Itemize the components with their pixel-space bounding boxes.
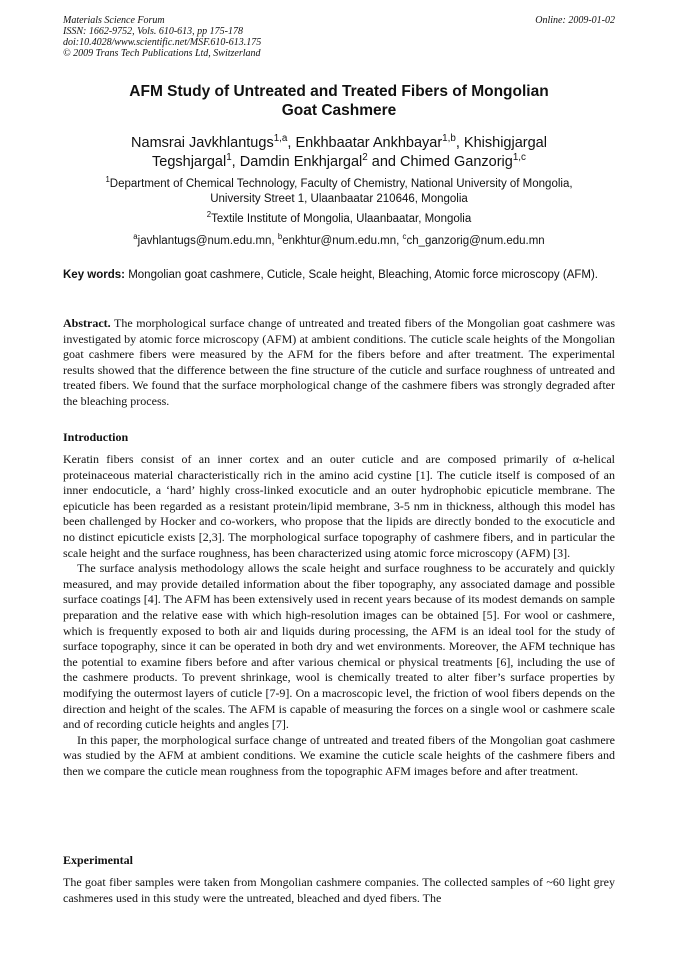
author-2-affil: 1,b <box>442 133 456 145</box>
author-line-2: Tegshjargal$^1$, Damdin Enkhjargal$^2$ and Chimed Ganzorig$^{1,c}$ <box>152 152 526 170</box>
author-1: Namsrai Javkhlantugs <box>131 135 274 151</box>
experimental-paragraph-1: The goat fiber samples were taken from Mongolian cashmere companies. The collected samples of ~60 light grey cashmeres used in this study were the untreated, bleached and dyed fibers. The <box>63 875 615 905</box>
affiliation-2-text: Textile Institute of Mongolia, Ulaanbaatar, Mongolia <box>211 213 472 225</box>
introduction-body <box>63 452 615 779</box>
author-5-affil: 1,c <box>512 152 526 164</box>
experimental-heading: Experimental <box>63 853 133 867</box>
affiliation-1 <box>60 177 618 207</box>
author-4-affil: 2 <box>362 152 368 164</box>
author-1-affil: 1,a <box>273 133 288 145</box>
affiliation-1-mark: 1 <box>105 175 110 185</box>
abstract <box>63 316 615 410</box>
copyright-line: © 2009 Trans Tech Publications Ltd, Switzerland <box>63 48 261 59</box>
author-and: and <box>371 154 396 170</box>
author-3-affil: 1 <box>226 152 232 164</box>
intro-paragraph-2: The surface analysis methodology allows the scale height and surface roughness to be accurately and quickly measured, and may provide detailed information about the fiber topography, any associated damage and possible surface coatings [4]. The AFM has been extensively used in recent years because of its modest demands on sample preparation and the relative ease with which high-resolution images can be obtained [5]. For wool or cashmere, which is frequently exposed to both air and liquids during processing, the AFM is an ideal tool for the study of surface topography, since it can be operated in both dry and wet environments. Moreover, the AFM technique has the potential to examine fibers before and after various chemical or physical treatments [6], including the use of the cashmere products. To prevent shrinkage, wool is chemically treated to alter fiber’s surface properties by modifying the outermost layers of cuticle [7-9]. On a macroscopic level, the friction of wool fibers depends on the direction and height of the scales. The AFM is capable of measuring the forces on a single wool or cashmere scale and of recording cuticle heights and angles [7]. <box>63 561 615 732</box>
email-a[interactable]: javhlantugs@num.edu.mn, <box>137 235 275 247</box>
email-c[interactable]: ch_ganzorig@num.edu.mn <box>406 235 545 247</box>
issn-line: ISSN: 1662-9752, Vols. 610-613, pp 175-178 <box>63 26 243 37</box>
email-c-mark: c <box>402 232 407 242</box>
title-line-2: Goat Cashmere <box>281 102 397 119</box>
author-line-1: Namsrai Javkhlantugs$^{1,a}$, Enkhbaatar Ankhbayar$^{1,b}$, Khishigjargal <box>131 133 547 151</box>
abstract-text: The morphological surface change of untreated and treated fibers of the Mongolian goat cashmere was investigated by atomic force microscopy (AFM) at ambient conditions. The cuticle scale heights of the Mongolian goat cashmere fibers were measured by the AFM for the fibers before and after treatment. The experimental results showed that the difference between the fine structure of the cuticle and surface roughness of untreated and treated fibers. We found that the surface morphological change of the cashmere fibers was strongly degraded after the bleaching process. <box>63 316 615 408</box>
author-5: Chimed Ganzorig <box>400 154 513 170</box>
intro-paragraph-1: Keratin fibers consist of an inner cortex and an outer cuticle and are composed primarily of α-helical proteinaceous material characteristically rich in the amino acid cystine [1]. The cuticle itself is composed of an inner endocuticle, a ‘hard’ highly cross-linked exocuticle and an outer hydrophobic epicuticle membrane. The epicuticle has been regarded as a resistant protein/lipid membrane, 3-5 nm in thickness, although this model has been challenged by Hocker and co-workers, who propose that the lipids are directly bonded to the exocuticle and no distinct epicuticle exists [2,3]. The morphological surface topography of cashmere fibers, and in particular the scale height and the surface roughness, has been characterized using atomic force microscopy (AFM) [3]. <box>63 452 615 560</box>
affiliation-1-line-2: University Street 1, Ulaanbaatar 210646, Mongolia <box>210 193 468 205</box>
introduction-heading: Introduction <box>63 430 129 444</box>
journal-header <box>63 15 615 59</box>
author-3-last: Tegshjargal <box>152 154 227 170</box>
keywords-text: Mongolian goat cashmere, Cuticle, Scale height, Bleaching, Atomic force microscopy (AFM). <box>128 269 598 281</box>
keywords <box>63 268 615 283</box>
doi-line: doi:10.4028/www.scientific.net/MSF.610-613.175 <box>63 37 262 48</box>
title-line-1: AFM Study of Untreated and Treated Fibers of Mongolian <box>129 83 549 100</box>
author-2: Enkhbaatar Ankhbayar <box>295 135 443 151</box>
email-b-mark: b <box>277 232 283 242</box>
email-b[interactable]: enkhtur@num.edu.mn, <box>282 235 400 247</box>
author-4: Damdin Enkhjargal <box>239 154 363 170</box>
online-date: Online: 2009-01-02 <box>535 15 615 26</box>
paper-title <box>70 82 608 120</box>
author-3-first: Khishigjargal <box>463 135 547 151</box>
affiliation-1-text: Department of Chemical Technology, Faculty of Chemistry, National University of Mongolia, <box>109 178 573 190</box>
intro-paragraph-3: In this paper, the morphological surface change of untreated and treated fibers of the Mongolian goat cashmere was studied by the AFM at ambient conditions. We examine the cuticle scale heights of the cashmere fibers and then we compare the cuticle mean roughness from the topographic AFM images before and after treatment. <box>63 732 615 778</box>
author-emails <box>60 234 618 249</box>
affiliation-2-mark: 2 <box>206 210 212 220</box>
abstract-label: Abstract. <box>63 316 111 330</box>
affiliation-1-line-1 <box>60 177 618 192</box>
keywords-label: Key words: <box>63 269 125 281</box>
email-a-mark: a <box>133 232 138 242</box>
journal-name: Materials Science Forum <box>63 15 165 26</box>
author-list <box>60 134 618 172</box>
affiliation-2 <box>60 212 618 227</box>
